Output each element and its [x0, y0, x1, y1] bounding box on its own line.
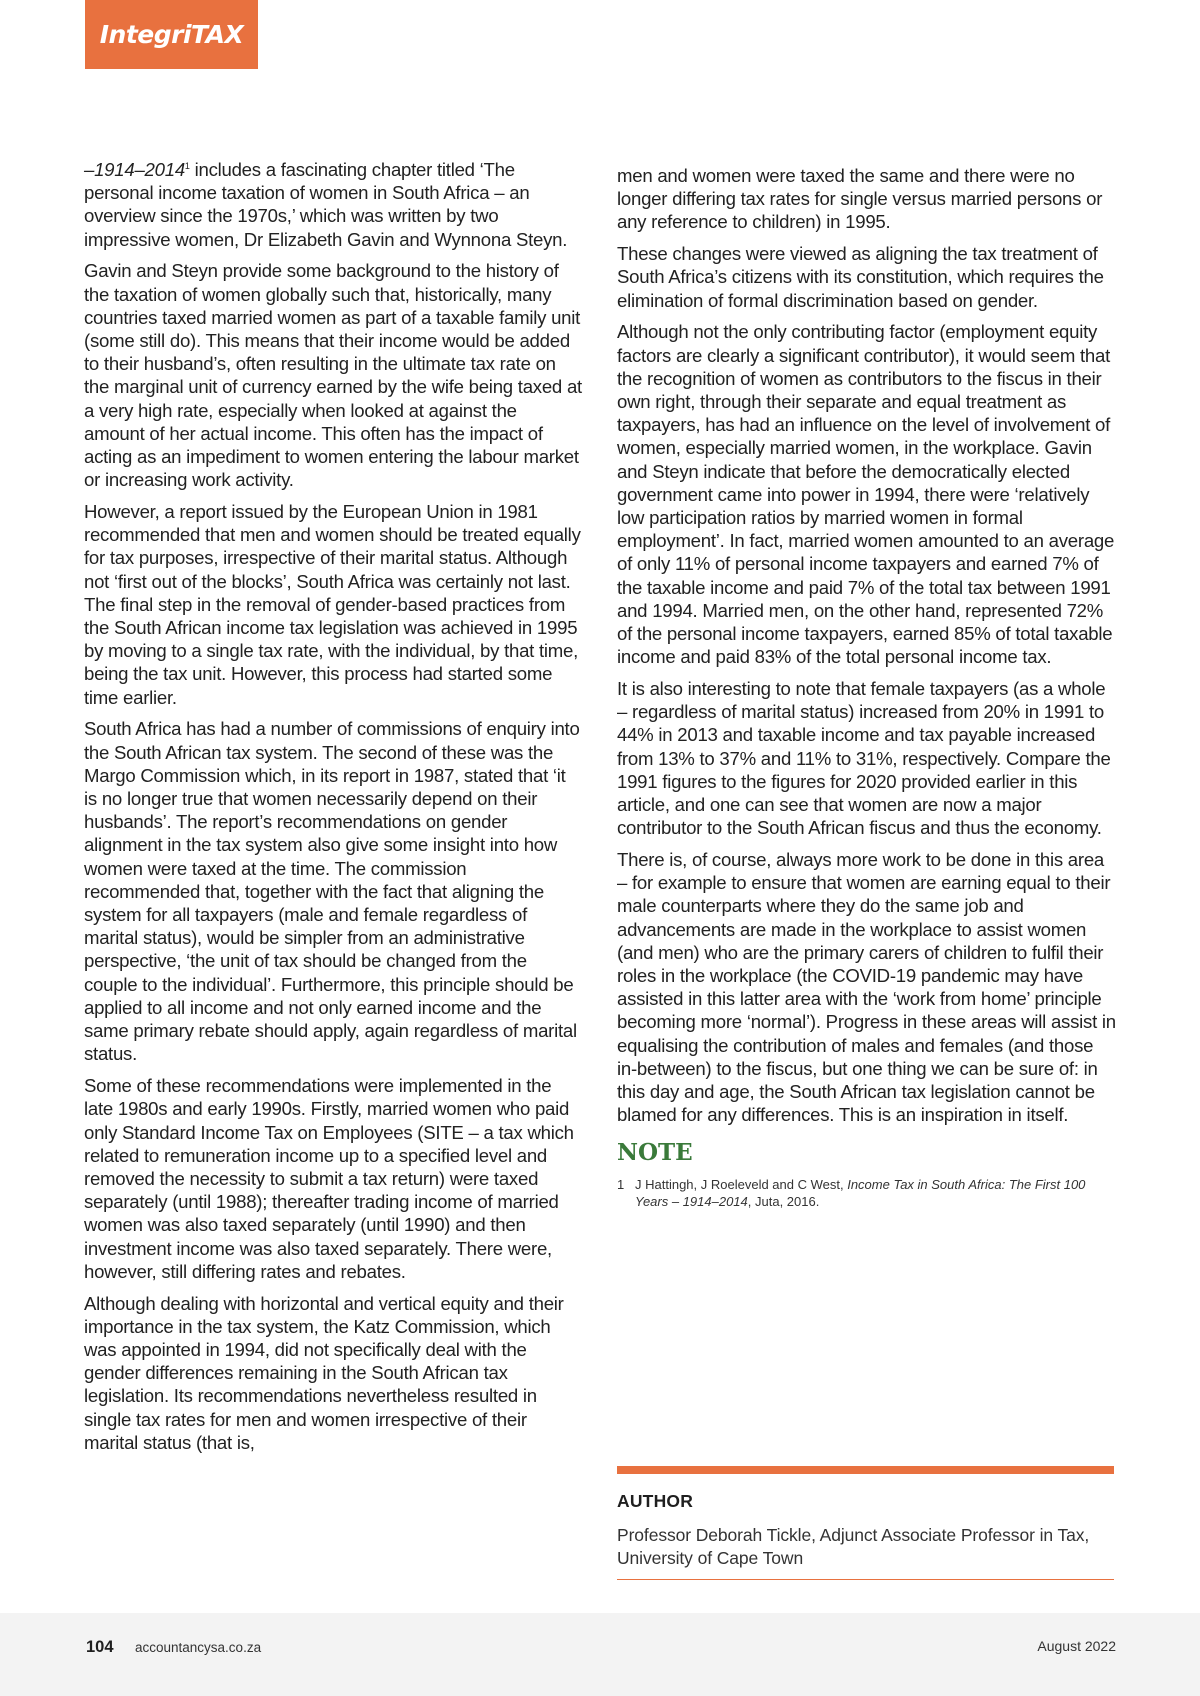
paragraph: These changes were viewed as aligning the tax treatment of South Africa’s citizens with its constitution, which requires the elimination of formal discrimination based on gender.: [617, 243, 1104, 311]
paragraph: Although dealing with horizontal and vertical equity and their importance in the tax system, the Katz Commission, which was appointed in 1994, did not specifically deal with the gender differences remaining in the South African tax legislation. Its recommendations nevertheless resulted in single tax rates for men and women irrespective of their marital status (that is,: [84, 1292, 564, 1453]
title-fragment: –1914–2014: [84, 159, 185, 180]
footnote-authors: J Hattingh, J Roeleveld and C West,: [635, 1176, 848, 1192]
paragraph: men and women were taxed the same and there were no longer differing tax rates for single versus married persons or any reference to children) in 1995.: [617, 165, 1103, 233]
article-column-left: [84, 158, 582, 1463]
author-heading: AUTHOR: [617, 1491, 694, 1511]
paragraph: Although not the only contributing factor (employment equity factors are clearly a significant contributor), it would seem that the recognition of women as contributors to the fiscus in their own right, through their separate and equal treatment as taxpayers, has had an influence on the level of involvement of women, especially married women, in the workplace. Gavin and Steyn indicate that before the democratically elected government came into power in 1994, there were ‘relatively low participation ratios by married women in formal employment’. In fact, married women amounted to an average of only 11% of personal income taxpayers and earned 7% of the taxable income and paid 7% of the total tax between 1991 and 1994. Married men, on the other hand, represented 72% of the personal income taxpayers, earned 85% of total taxable income and paid 83% of the total personal income tax.: [617, 321, 1115, 668]
paragraph: Some of these recommendations were implemented in the late 1980s and early 1990s. Firstly, married women who paid only Standard Income Tax on Employees (SITE – a tax which related to remuneration income up to a specified level and removed the necessity to submit a tax return) were taxed separately (until 1988); thereafter trading income of married women was also taxed separately (until 1990) and then investment income was also taxed separately. There were, however, still differing rates and rebates.: [84, 1075, 574, 1282]
brand-logo: [85, 0, 258, 69]
footnote: [617, 1176, 1117, 1210]
paragraph-text: includes a fascinating chapter titled ‘The personal income taxation of women in South Africa – an overview since the 1970s,’ which was written by two impressive women, Dr Elizabeth Gavin and Wynnona Steyn.: [84, 159, 568, 250]
website: accountancysa.co.za: [135, 1640, 262, 1655]
paragraph: It is also interesting to note that female taxpayers (as a whole – regardless of marital status) increased from 20% in 1991 to 44% in 2013 and taxable income and tax payable increased from 13% to 37% and 11% to 31%, respectively. Compare the 1991 figures to the figures for 2020 provided earlier in this article, and one can see that women are now a major contributor to the South African fiscus and thus the economy.: [617, 678, 1111, 839]
paragraph: However, a report issued by the European Union in 1981 recommended that men and women should be treated equally for tax purposes, irrespective of their marital status. Although not ‘first out of the blocks’, South Africa was certainly not last. The final step in the removal of gender-based practices from the South African income tax legislation was achieved in 1995 by moving to a single tax rate, with the individual, by that time, being the tax unit. However, this process had started some time earlier.: [84, 501, 581, 708]
author-box: [617, 1466, 1114, 1580]
paragraph: Gavin and Steyn provide some background to the history of the taxation of women globally such that, historically, many countries taxed married women as part of a taxable family unit (some still do). This means that their income would be added to their husband’s, often resulting in the ultimate tax rate on the marginal unit of currency earned by the wife being taxed at a very high rate, especially when looked at against the amount of her actual income. This often has the impact of acting as an impediment to women entering the labour market or increasing work activity.: [84, 260, 582, 491]
paragraph: There is, of course, always more work to be done in this area – for example to ensure that women are earning equal to their male counterparts where they do the same job and advancements are made in the workplace to assist women (and men) who are the primary carers of children to fulfil their roles in the workplace (the COVID-19 pandemic may have assisted in this latter area with the ‘work from home’ principle becoming more ‘normal’). Progress in these areas will assist in equalising the contribution of males and females (and those in-between) to the fiscus, but one thing we can be sure of: in this day and age, the South African tax legislation cannot be blamed for any differences. This is an inspiration in itself.: [617, 849, 1116, 1126]
author-rule: [617, 1579, 1114, 1580]
logo-text: IntegriTAX: [99, 20, 244, 49]
footnote-publisher: , Juta, 2016.: [747, 1193, 820, 1209]
article-column-right: [617, 164, 1117, 1210]
footnote-title: Income Tax in South Africa: The First 100 Years – 1914–2014: [635, 1176, 1086, 1209]
note-heading: NOTE: [617, 1138, 693, 1166]
issue-date: August 2022: [1037, 1638, 1116, 1654]
author-bio: Professor Deborah Tickle, Adjunct Associate Professor in Tax, University of Cape Town: [617, 1525, 1090, 1568]
footnote-number: 1: [617, 1176, 625, 1192]
author-divider: [617, 1466, 1114, 1474]
paragraph: South Africa has had a number of commissions of enquiry into the South African tax system. The second of these was the Margo Commission which, in its report in 1987, stated that ‘it is no longer true that women necessarily depend on their husbands’. The report’s recommendations on gender alignment in the tax system also give some insight into how women were taxed at the time. The commission recommended that, together with the fact that aligning the system for all taxpayers (male and female regardless of marital status), would be simpler from an administrative perspective, ‘the unit of tax should be changed from the couple to the individual’. Furthermore, this principle should be applied to all income and not only earned income and the same primary rebate should apply, again regardless of marital status.: [84, 718, 580, 1065]
footnote-ref: 1: [184, 161, 190, 171]
paragraph: [84, 158, 582, 251]
footnote-text: [635, 1176, 1117, 1210]
page-number: 104: [86, 1638, 114, 1656]
